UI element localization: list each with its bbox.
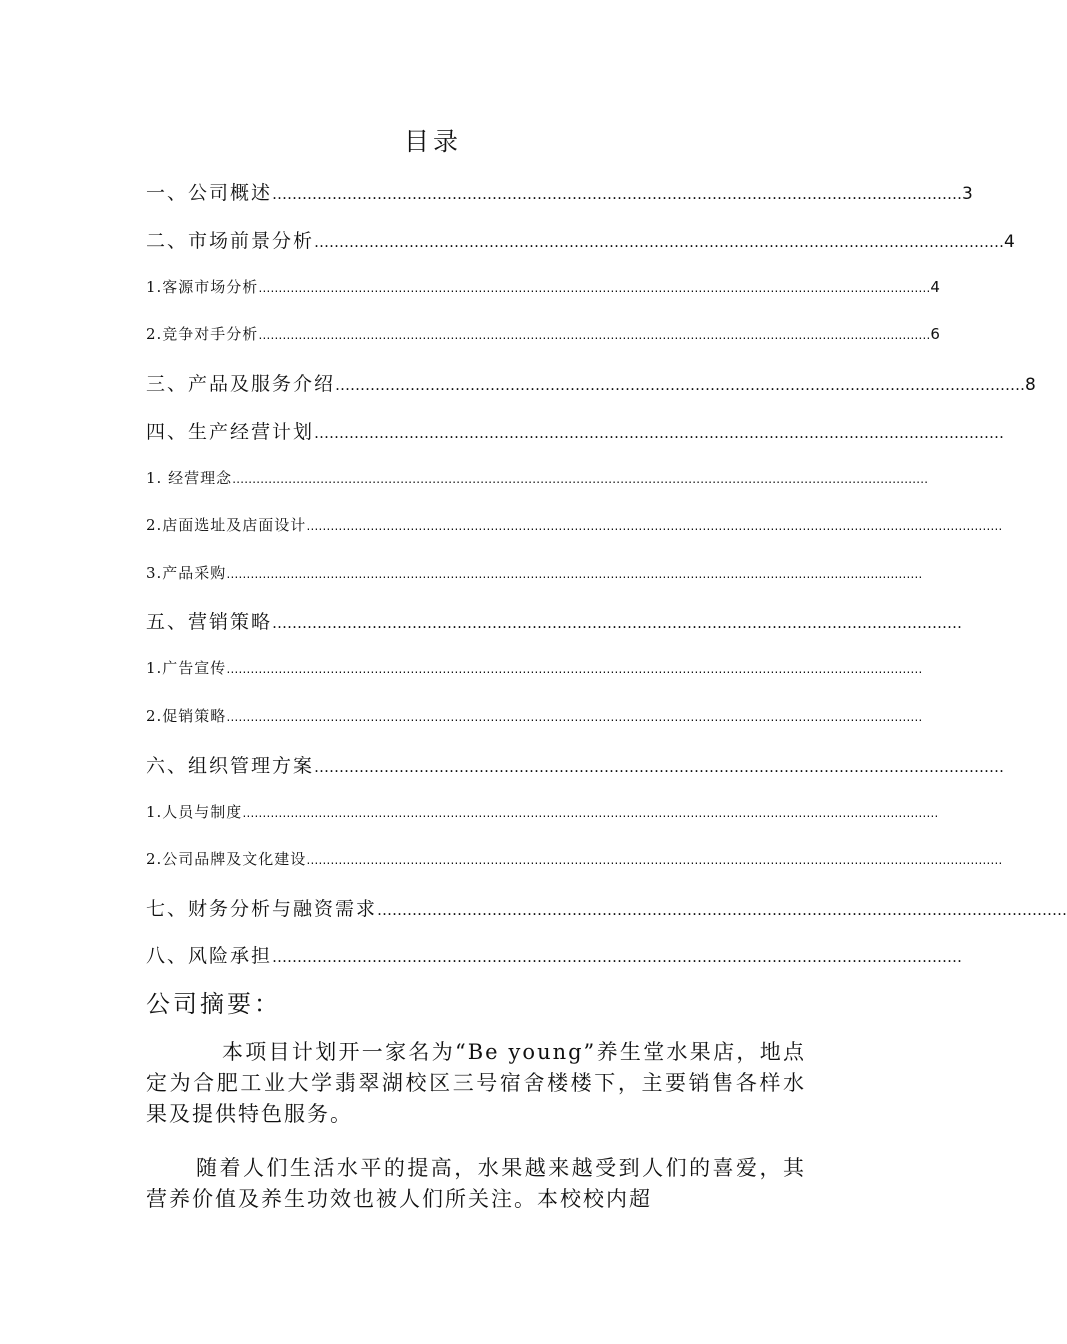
toc-leader-dots: ………………………………………………………………………………………………………………………… (335, 376, 1026, 394)
summary-heading: 公司摘要： (146, 990, 281, 1018)
toc-leader-dots: ………………………………………………………………………………………………………………………………………………………… (226, 567, 923, 581)
toc-entry (146, 894, 1067, 921)
toc-entry-label: 一、公司概述 (146, 182, 273, 204)
toc-entry-label: 3.产品采购 (146, 564, 227, 582)
toc-leader-dots: …………………………………………………………………………………………………………………………………………………… (258, 328, 931, 342)
toc-entry-label: 2.店面选址及店面设计 (146, 516, 307, 534)
toc-entry (146, 323, 940, 344)
toc-entry-page: 8 (1025, 375, 1036, 395)
toc-entry (146, 417, 1005, 444)
toc-leader-dots: ………………………………………………………………………………………………………………………… (314, 758, 1005, 776)
summary-paragraph: 本项目计划开一家名为“Be young”养生堂水果店，地点定为合肥工业大学翡翠湖校区三号宿舍楼楼下，主要销售各样水果及提供特色服务。 (146, 1040, 806, 1126)
toc-leader-dots: ………………………………………………………………………………………………………………………………………………………… (232, 472, 929, 486)
toc-entry (146, 178, 973, 205)
toc-entry-page: 4 (1004, 232, 1015, 252)
toc-leader-dots: ………………………………………………………………………………………………………………………… (314, 233, 1005, 251)
toc-entry-label: 七、财务分析与融资需求 (146, 898, 378, 920)
toc-entry-label: 1. 经营理念 (146, 469, 233, 487)
toc-entry (146, 751, 1005, 778)
toc-entry-page: 3 (962, 184, 973, 204)
toc-entry-page: 4 (930, 278, 940, 296)
toc-entry (146, 369, 1036, 396)
toc-entry (146, 657, 923, 678)
toc-entry-page: 6 (930, 325, 940, 343)
toc-entry (146, 276, 940, 297)
toc-title: 目录 (403, 127, 462, 156)
toc-entry-label: 三、产品及服务介绍 (146, 373, 336, 395)
toc-entry-label: 2.公司品牌及文化建设 (146, 850, 307, 868)
toc-leader-dots: ………………………………………………………………………………………………………………………… (272, 185, 963, 203)
toc-leader-dots: ………………………………………………………………………………………………………………………………………………………… (226, 710, 923, 724)
toc-leader-dots: ………………………………………………………………………………………………………………………… (272, 614, 963, 632)
summary-paragraph: 随着人们生活水平的提高，水果越来越受到人们的喜爱，其营养价值及养生功效也被人们所关注。本校校内超 (146, 1156, 806, 1211)
toc-entry-label: 2.竞争对手分析 (146, 325, 259, 343)
toc-entry-label: 八、风险承担 (146, 945, 273, 967)
toc-entry (146, 607, 963, 634)
toc-entry (146, 705, 923, 726)
toc-entry-label: 六、组织管理方案 (146, 755, 315, 777)
toc-entry (146, 226, 1015, 253)
toc-entry-label: 1.人员与制度 (146, 803, 243, 821)
toc-entry (146, 801, 939, 822)
toc-entry-label: 二、市场前景分析 (146, 230, 315, 252)
toc-leader-dots: ………………………………………………………………………………………………………………………………………………………… (226, 662, 923, 676)
toc-entry (146, 562, 923, 583)
toc-leader-dots: ………………………………………………………………………………………………………………………………………………………… (242, 806, 939, 820)
toc-leader-dots: ………………………………………………………………………………………………………………………………………………………… (306, 853, 1003, 867)
toc-entry (146, 514, 1003, 535)
toc-entry-label: 1.广告宣传 (146, 659, 227, 677)
toc-leader-dots: ………………………………………………………………………………………………………………………… (377, 901, 1067, 919)
toc-leader-dots: ………………………………………………………………………………………………………………………… (272, 948, 963, 966)
toc-leader-dots: ………………………………………………………………………………………………………………………… (314, 424, 1005, 442)
toc-entry-label: 2.促销策略 (146, 707, 227, 725)
toc-leader-dots: …………………………………………………………………………………………………………………………………………………… (258, 281, 931, 295)
toc-entry (146, 467, 929, 488)
toc-entry-label: 1.客源市场分析 (146, 278, 259, 296)
toc-entry (146, 941, 963, 968)
toc-leader-dots: ………………………………………………………………………………………………………………………………………………………… (306, 519, 1003, 533)
toc-entry-label: 五、营销策略 (146, 611, 273, 633)
toc-entry (146, 848, 1003, 869)
toc-entry-label: 四、生产经营计划 (146, 421, 315, 443)
